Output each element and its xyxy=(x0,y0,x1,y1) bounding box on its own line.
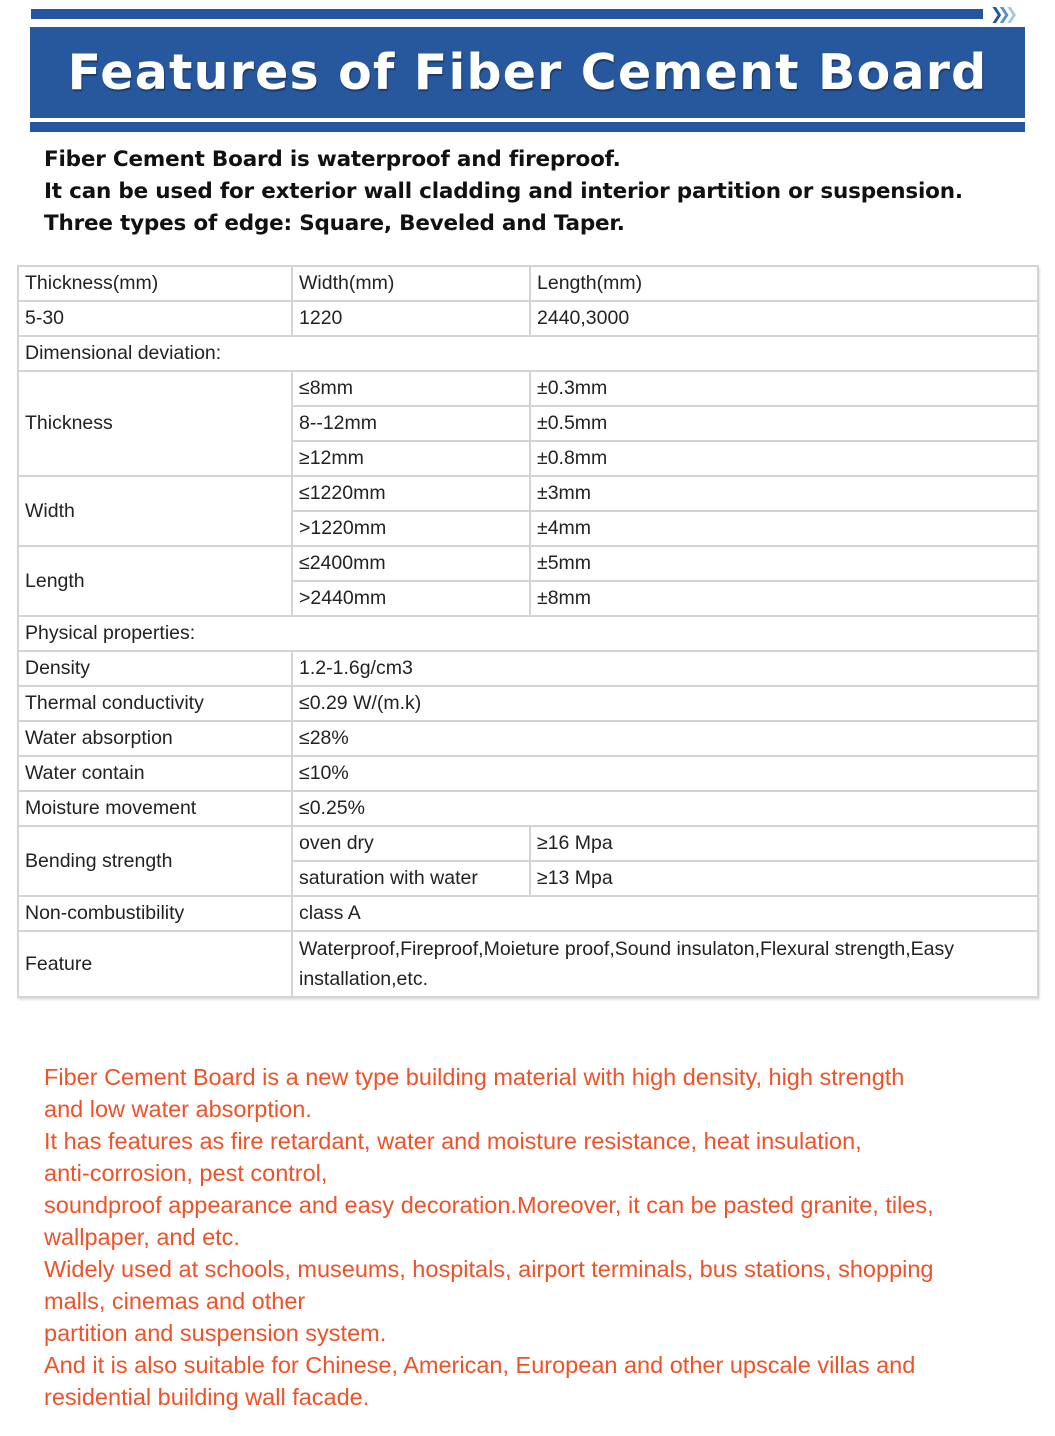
table-row xyxy=(18,301,1038,336)
range-cell: >1220mm xyxy=(292,511,530,546)
tolerance-cell: ±0.3mm xyxy=(530,371,1038,406)
range-cell: ≤1220mm xyxy=(292,476,530,511)
tolerance-cell: ±3mm xyxy=(530,476,1038,511)
section-label-dimensional: Dimensional deviation: xyxy=(18,336,1038,371)
range-cell: ≥12mm xyxy=(292,441,530,476)
condition-cell: saturation with water xyxy=(292,861,530,896)
description-line: and low water absorption. xyxy=(44,1096,312,1122)
value-cell: ≤28% xyxy=(292,721,1038,756)
spec-table xyxy=(17,265,1039,998)
header-cell-thickness: Thickness(mm) xyxy=(18,266,292,301)
table-row xyxy=(18,826,1038,861)
length-label: Length xyxy=(18,546,292,616)
chevron-icon: ❯ xyxy=(1004,3,1013,23)
table-row xyxy=(18,651,1038,686)
description-line: It has features as fire retardant, water and moisture resistance, heat insulation, xyxy=(44,1128,862,1154)
bending-label: Bending strength xyxy=(18,826,292,896)
intro-line: It can be used for exterior wall cladding and interior partition or suspension. xyxy=(44,179,963,204)
description-section xyxy=(44,1061,1044,1413)
thickness-label: Thickness xyxy=(18,371,292,476)
section-label-physical: Physical properties: xyxy=(18,616,1038,651)
property-cell: Density xyxy=(18,651,292,686)
triple-chevron-right-icon xyxy=(990,3,1012,23)
value-cell: ≤0.29 W/(m.k) xyxy=(292,686,1038,721)
property-cell: Moisture movement xyxy=(18,791,292,826)
property-cell: Water absorption xyxy=(18,721,292,756)
range-cell: >2440mm xyxy=(292,581,530,616)
description-line: partition and suspension system. xyxy=(44,1320,387,1346)
description-line: And it is also suitable for Chinese, American, European and other upscale villas and xyxy=(44,1352,916,1378)
description-line: Fiber Cement Board is a new type building material with high density, high strength xyxy=(44,1064,905,1090)
tolerance-cell: ±4mm xyxy=(530,511,1038,546)
tolerance-cell: ±0.8mm xyxy=(530,441,1038,476)
tolerance-cell: ±8mm xyxy=(530,581,1038,616)
intro-section xyxy=(44,144,1044,240)
value-cell: ≥13 Mpa xyxy=(530,861,1038,896)
chevron-icon: ❯ xyxy=(990,3,998,23)
intro-line: Three types of edge: Square, Beveled and Taper. xyxy=(44,211,625,236)
table-row xyxy=(18,616,1038,651)
description-line: anti-corrosion, pest control, xyxy=(44,1160,328,1186)
table-row xyxy=(18,546,1038,581)
description-line: soundproof appearance and easy decoration.Moreover, it can be pasted granite, tiles, xyxy=(44,1192,934,1218)
table-row xyxy=(18,336,1038,371)
width-label: Width xyxy=(18,476,292,546)
range-cell: 8--12mm xyxy=(292,406,530,441)
size-thickness: 5-30 xyxy=(18,301,292,336)
property-cell: Feature xyxy=(18,931,292,997)
header-bottom-bar xyxy=(30,122,1025,132)
table-row xyxy=(18,756,1038,791)
table-row xyxy=(18,791,1038,826)
property-cell: Thermal conductivity xyxy=(18,686,292,721)
table-row xyxy=(18,686,1038,721)
value-cell: class A xyxy=(292,896,1038,931)
range-cell: ≤2400mm xyxy=(292,546,530,581)
size-length: 2440,3000 xyxy=(530,301,1038,336)
header-cell-width: Width(mm) xyxy=(292,266,530,301)
table-row xyxy=(18,896,1038,931)
title-banner xyxy=(30,27,1025,118)
table-row xyxy=(18,476,1038,511)
table-row xyxy=(18,931,1038,997)
value-cell: ≥16 Mpa xyxy=(530,826,1038,861)
size-width: 1220 xyxy=(292,301,530,336)
feature-value-cell: Waterproof,Fireproof,Moieture proof,Sound insulaton,Flexural strength,Easy installation,etc. xyxy=(292,931,1038,997)
table-row xyxy=(18,266,1038,301)
chevron-icon: ❯ xyxy=(997,3,1005,23)
header-top-bar xyxy=(31,9,983,19)
property-cell: Water contain xyxy=(18,756,292,791)
description-line: wallpaper, and etc. xyxy=(44,1224,240,1250)
description-line: Widely used at schools, museums, hospitals, airport terminals, bus stations, shopping xyxy=(44,1256,934,1282)
tolerance-cell: ±5mm xyxy=(530,546,1038,581)
description-line: malls, cinemas and other xyxy=(44,1288,306,1314)
value-cell: 1.2-1.6g/cm3 xyxy=(292,651,1038,686)
intro-line: Fiber Cement Board is waterproof and fireproof. xyxy=(44,147,621,172)
range-cell: ≤8mm xyxy=(292,371,530,406)
header-cell-length: Length(mm) xyxy=(530,266,1038,301)
page-title: Features of Fiber Cement Board xyxy=(67,44,988,101)
property-cell: Non-combustibility xyxy=(18,896,292,931)
tolerance-cell: ±0.5mm xyxy=(530,406,1038,441)
description-line: residential building wall facade. xyxy=(44,1384,370,1410)
table-row xyxy=(18,371,1038,406)
value-cell: ≤0.25% xyxy=(292,791,1038,826)
value-cell: ≤10% xyxy=(292,756,1038,791)
condition-cell: oven dry xyxy=(292,826,530,861)
table-row xyxy=(18,721,1038,756)
